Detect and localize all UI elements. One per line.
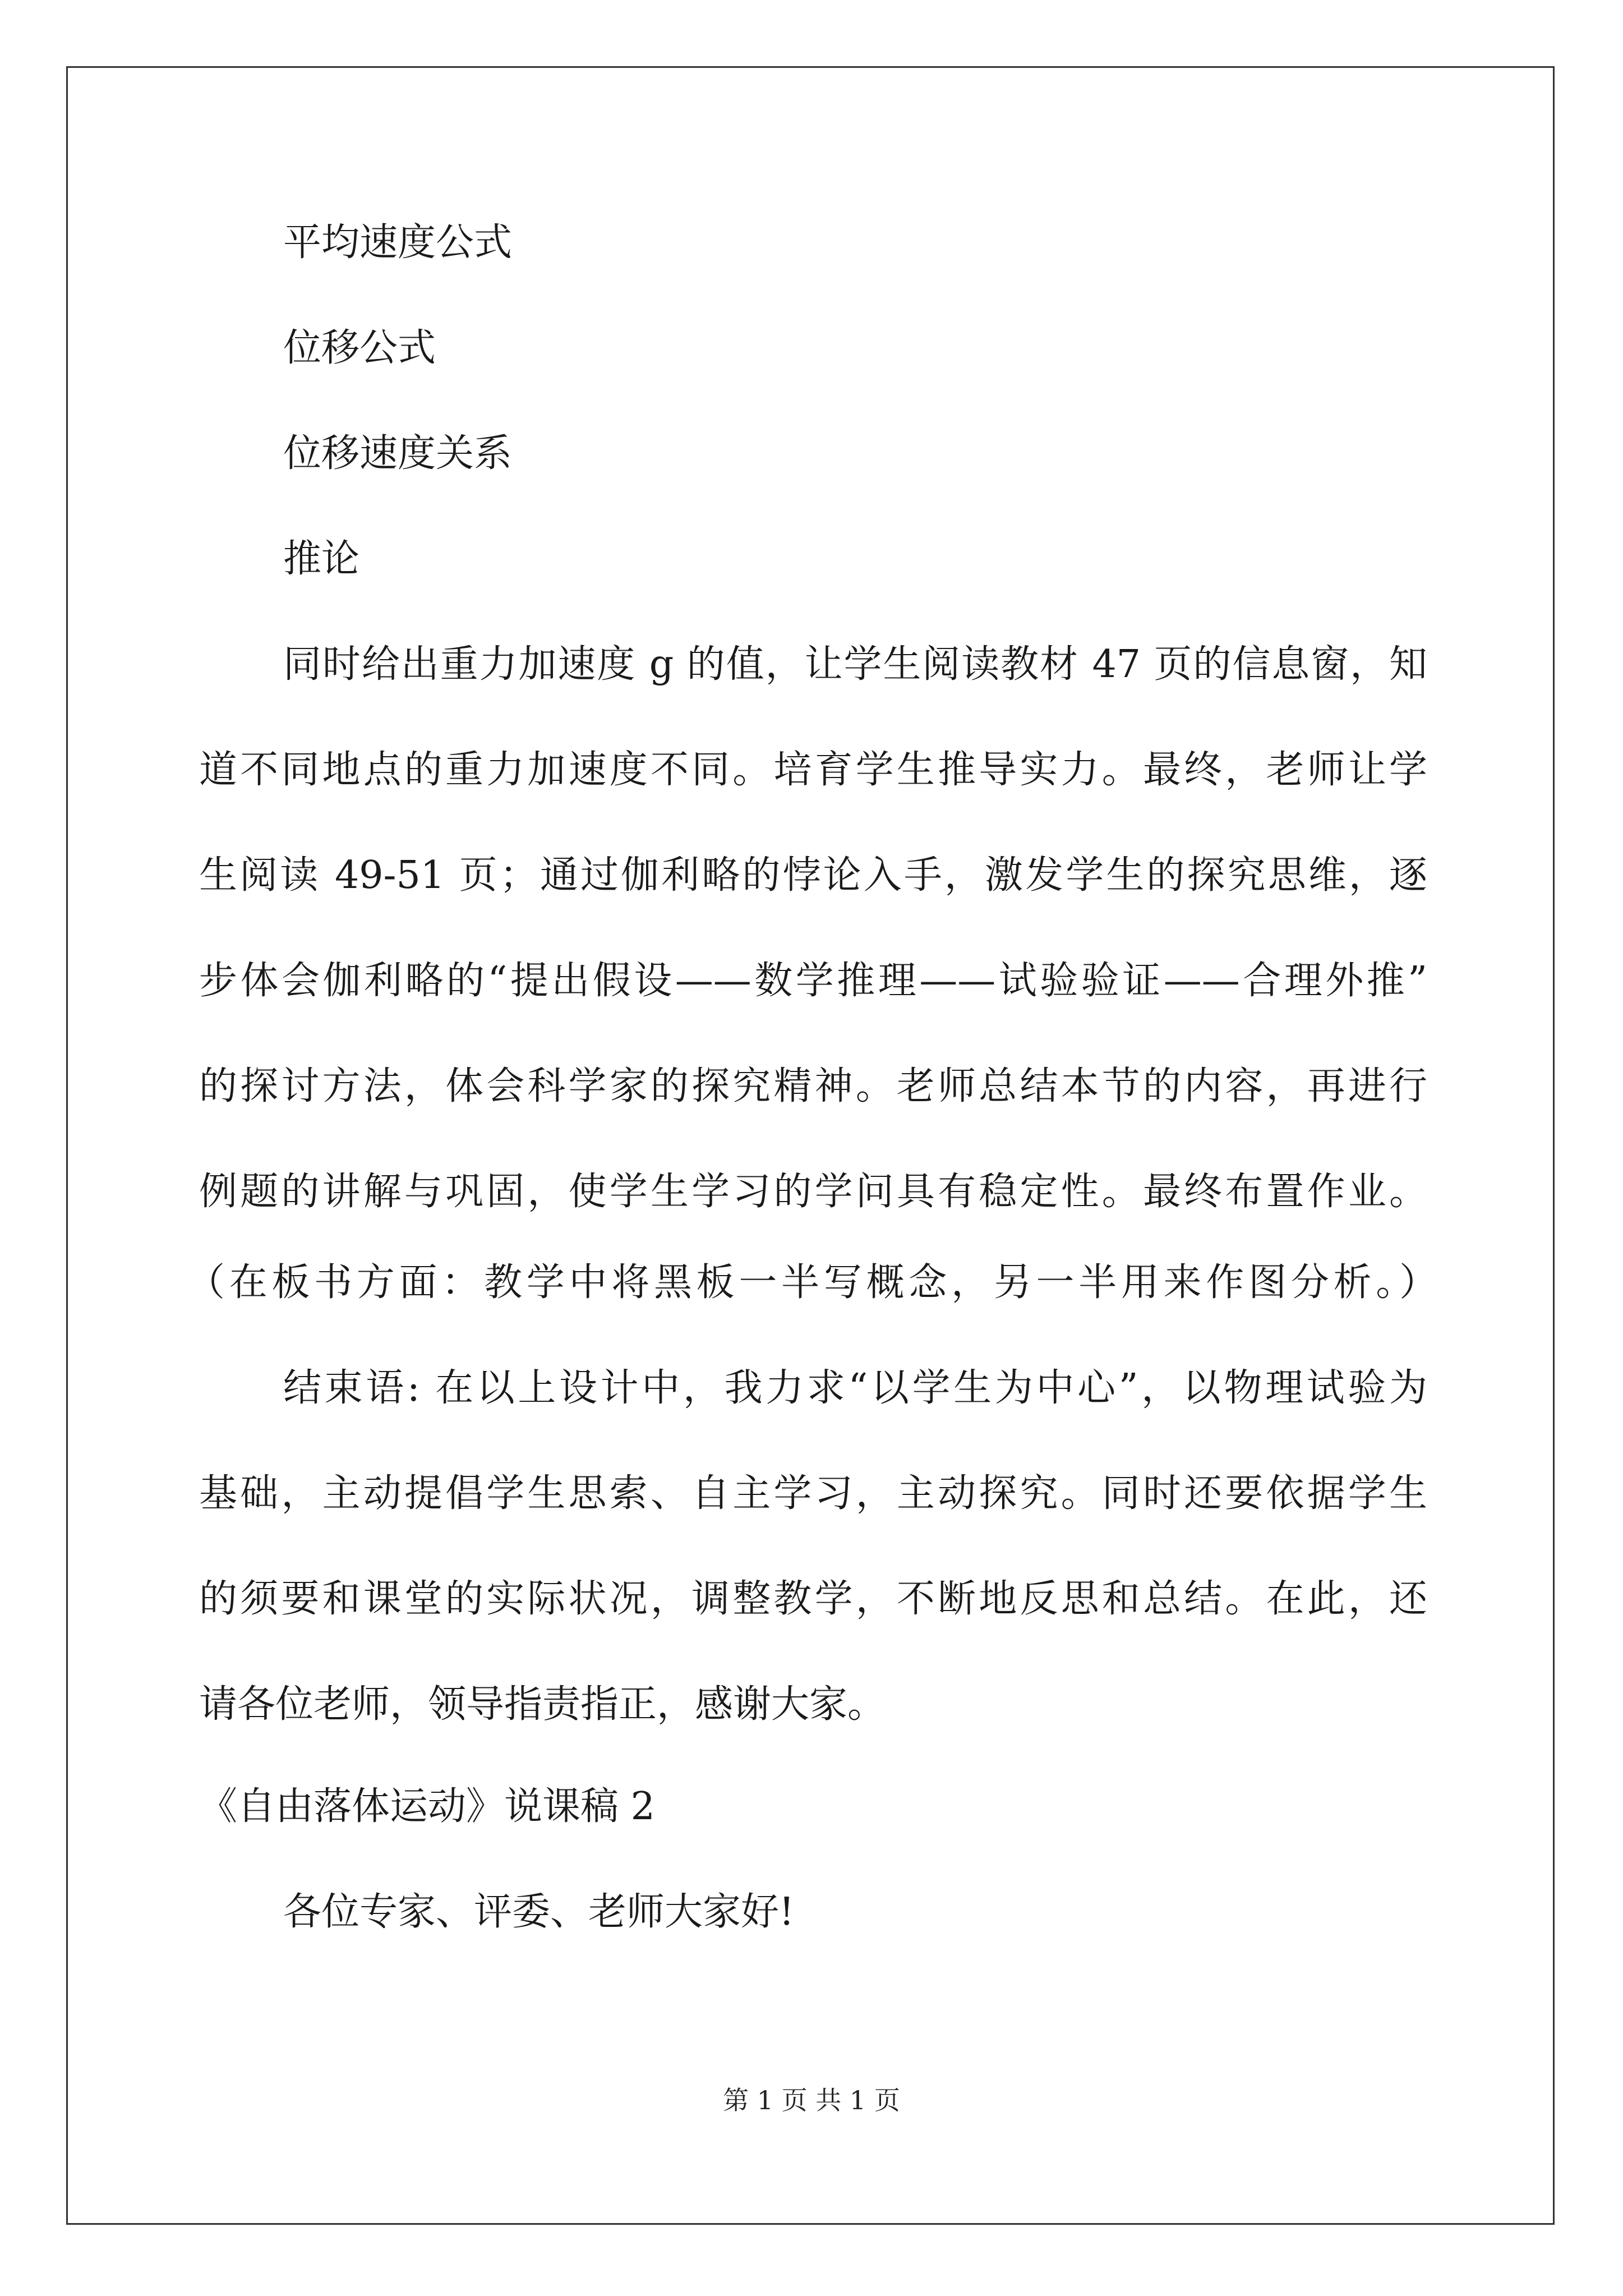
paragraph-1-line-3: 生阅读 49-51 页；通过伽利略的悖论入手，激发学生的探究思维，逐: [199, 853, 1427, 898]
heading-displacement: 位移公式: [283, 326, 436, 370]
heading-inference: 推论: [283, 537, 360, 581]
paragraph-2-line-1: 结束语: 在以上设计中，我力求“以学生为中心”，以物理试验为: [283, 1366, 1427, 1410]
heading-average-velocity: 平均速度公式: [283, 220, 513, 265]
paragraph-1-line-6: 例题的讲解与巩固，使学生学习的学问具有稳定性。最终布置作业。: [199, 1170, 1427, 1214]
paragraph-1-line-2: 道不同地点的重力加速度不同。培育学生推导实力。最终，老师让学: [199, 748, 1427, 792]
greeting: 各位专家、评委、老师大家好!: [283, 1890, 795, 1934]
paragraph-1-line-1: 同时给出重力加速度 g 的值，让学生阅读教材 47 页的信息窗，知: [283, 642, 1427, 687]
section-title: 《自由落体运动》说课稿 2: [199, 1784, 655, 1829]
heading-displacement-velocity: 位移速度关系: [283, 431, 513, 476]
paragraph-2-line-4: 请各位老师，领导指责指正，感谢大家。: [199, 1682, 886, 1727]
paragraph-2-line-2: 基础，主动提倡学生思索、自主学习，主动探究。同时还要依据学生: [199, 1471, 1427, 1516]
paragraph-1-line-7: （在板书方面：教学中将黑板一半写概念，另一半用来作图分析。）: [187, 1260, 1437, 1305]
page-footer: 第 1 页 共 1 页: [723, 2085, 900, 2115]
paragraph-1-line-4: 步体会伽利略的“提出假设——数学推理——试验验证——合理外推”: [199, 959, 1427, 1003]
paragraph-2-line-3: 的须要和课堂的实际状况，调整教学，不断地反思和总结。在此，还: [199, 1577, 1427, 1621]
paragraph-1-line-5: 的探讨方法，体会科学家的探究精神。老师总结本节的内容，再进行: [199, 1064, 1427, 1108]
